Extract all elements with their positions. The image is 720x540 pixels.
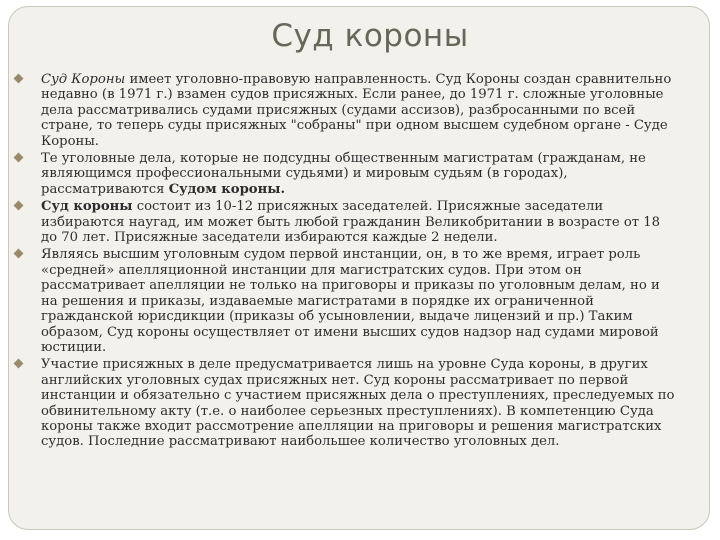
list-item [15, 199, 680, 245]
diamond-bullet-icon [14, 74, 24, 84]
item-text: имеет уголовно-правовую направленность. Суд Короны создан сравнительно недавно (в 1971 г.) взамен судов присяжных. Если ранее, до 1971 г. сложные уголовные дела рассматривались судами присяжных (судами ассизов), разбросанными по всей стране, то теперь суды присяжных "собраны" при одном высшем судебном органе - Суде Короны. [41, 72, 672, 149]
diamond-bullet-icon [14, 201, 24, 211]
item-text: состоит из 10-12 присяжных заседателей. Присяжные заседатели избираются наугад, им может быть любой гражданин Великобритании в возрасте от 18 до 70 лет. Присяжные заседатели избираются каждые 2 недели. [41, 199, 661, 246]
item-text: Участие присяжных в деле предусматривается лишь на уровне Суда короны, в других английских уголовных судах присяжных нет. Суд короны рассматривает по первой инстанции и обязательно с участием присяжных дела о преступлениях, преследуемых по обвинительному акту (т.е. о наиболее серьезных преступлениях). В компетенцию Суда короны также входит рассмотрение апелляции на приговоры и решения магистратских судов. Последние рассматривают наибольшее количество уголовных дел. [41, 357, 675, 450]
item-bold-text: Судом короны. [168, 181, 286, 197]
item-lead-bold: Суд короны [41, 199, 133, 215]
diamond-bullet-icon [14, 153, 24, 163]
bullet-list [15, 72, 680, 452]
item-text: Те уголовные дела, которые не подсудны общественным магистратам (гражданам, не являющимся профессиональными судьями) и мировым судьям (в городах), рассматриваются [41, 151, 646, 197]
item-text: Являясь высшим уголовным судом первой инстанции, он, в то же время, играет роль «средней» апелляционной инстанции для магистратских судов. При этом он рассматривает апелляции не только на приговоры и приказы по уголовным делам, но и на решения и приказы, издаваемые магистратами в порядке их ограниченной гражданской юрисдикции (приказы об усыновлении, выдаче лицензий и пр.) Таким образом, Суд короны осуществляет от имени высших судов надзор над судами мировой юстиции. [41, 247, 660, 355]
list-item [15, 72, 680, 149]
list-item [15, 357, 680, 449]
list-item [15, 151, 680, 197]
item-lead-italic: Суд Короны [41, 72, 126, 87]
list-item [15, 247, 680, 355]
slide-title: Суд короны [271, 18, 469, 54]
diamond-bullet-icon [14, 249, 24, 259]
diamond-bullet-icon [14, 359, 24, 369]
